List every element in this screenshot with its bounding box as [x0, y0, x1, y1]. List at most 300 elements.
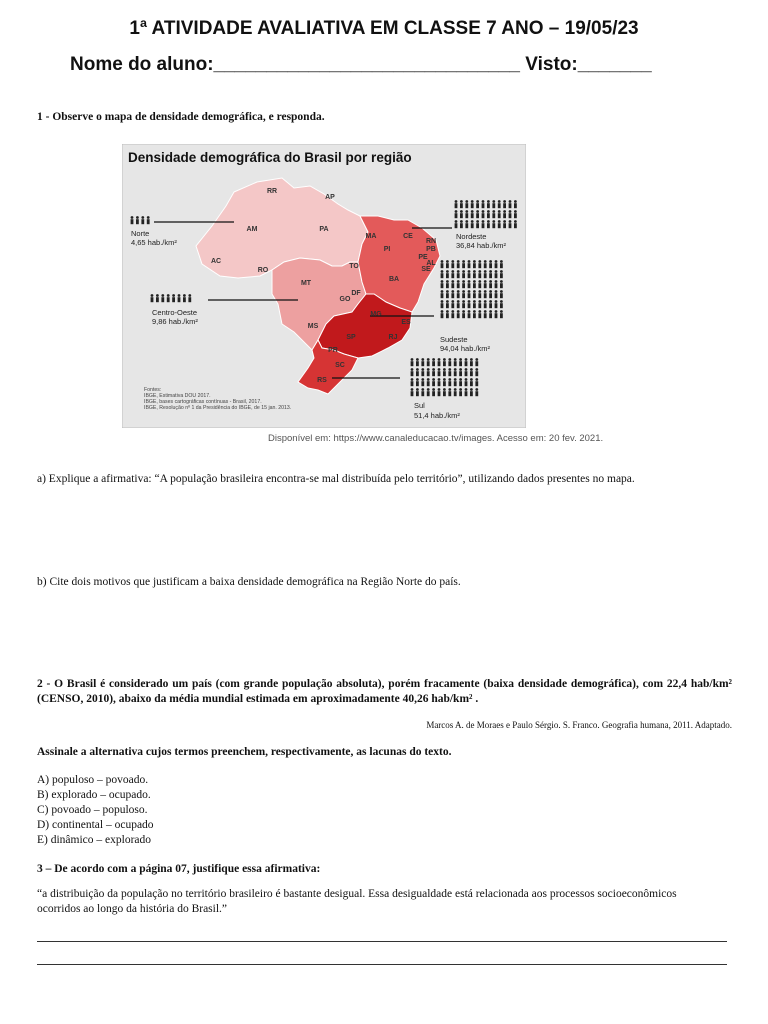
person-icon: [441, 260, 444, 263]
person-icon: [478, 270, 481, 273]
person-body: [478, 313, 481, 318]
person-icon: [476, 200, 479, 203]
person-icon: [470, 368, 473, 371]
alternative-b[interactable]: B) explorado – ocupado.: [37, 789, 151, 801]
person-body: [476, 223, 479, 228]
person-icon: [451, 270, 454, 273]
person-body: [500, 303, 503, 308]
person-icon: [475, 378, 478, 381]
person-icon: [462, 260, 465, 263]
person-body: [455, 213, 458, 218]
person-body: [471, 223, 474, 228]
person-body: [495, 263, 498, 268]
person-icon: [487, 210, 490, 213]
person-body: [451, 313, 454, 318]
person-icon: [476, 210, 479, 213]
person-body: [441, 273, 444, 278]
sudeste-density: 94,04 hab./km²: [440, 344, 491, 353]
person-icon: [457, 310, 460, 313]
person-body: [478, 273, 481, 278]
person-icon: [495, 300, 498, 303]
person-icon: [484, 270, 487, 273]
person-icon: [451, 290, 454, 293]
person-icon: [509, 220, 512, 223]
person-body: [427, 391, 430, 396]
q2-prompt: 2 - O Brasil é considerado um país (com grande população absoluta), porém fracamente (baixa densidade demográfica), com 22,4 hab/km² (CENSO, 2010), abaixo da média mundial estimada em aproximadamente 40,26 hab/km² .: [37, 678, 732, 705]
person-body: [509, 203, 512, 208]
person-body: [446, 313, 449, 318]
person-icon: [514, 210, 517, 213]
person-body: [441, 303, 444, 308]
person-body: [446, 283, 449, 288]
person-icon: [476, 220, 479, 223]
person-icon: [443, 358, 446, 361]
person-body: [487, 203, 490, 208]
person-icon: [468, 260, 471, 263]
person-icon: [478, 260, 481, 263]
q3-prompt: 3 – De acordo com a página 07, justifique essa afirmativa:: [37, 863, 321, 875]
person-body: [473, 273, 476, 278]
person-icon: [465, 388, 468, 391]
person-body: [411, 371, 414, 376]
person-body: [421, 381, 424, 386]
person-body: [421, 361, 424, 366]
q2-source: Marcos A. de Moraes e Paulo Sérgio. S. Franco. Geografia humana, 2011. Adaptado.: [426, 720, 732, 730]
person-body: [470, 361, 473, 366]
person-body: [156, 297, 159, 302]
person-body: [465, 391, 468, 396]
person-body: [484, 303, 487, 308]
alternative-e[interactable]: E) dinâmico – explorado: [37, 834, 152, 846]
person-body: [487, 223, 490, 228]
person-icon: [500, 300, 503, 303]
person-body: [495, 313, 498, 318]
person-body: [503, 213, 506, 218]
person-body: [482, 223, 485, 228]
state-label-am: AM: [246, 226, 258, 233]
person-icon: [487, 200, 490, 203]
state-label-ap: AP: [325, 194, 335, 201]
person-icon: [443, 368, 446, 371]
map-fontes-0: Fontes:: [144, 387, 162, 393]
person-icon: [457, 290, 460, 293]
person-icon: [482, 210, 485, 213]
person-icon: [471, 210, 474, 213]
person-body: [468, 313, 471, 318]
person-body: [509, 223, 512, 228]
state-label-sp: SP: [346, 334, 356, 341]
person-body: [438, 391, 441, 396]
person-icon: [131, 216, 134, 219]
person-icon: [141, 216, 144, 219]
person-icon: [411, 368, 414, 371]
person-body: [454, 371, 457, 376]
person-body: [448, 381, 451, 386]
person-icon: [459, 388, 462, 391]
state-label-go: GO: [339, 296, 351, 303]
person-body: [451, 293, 454, 298]
person-body: [468, 263, 471, 268]
person-icon: [478, 300, 481, 303]
person-body: [468, 303, 471, 308]
state-label-rr: RR: [266, 188, 278, 195]
person-icon: [441, 300, 444, 303]
person-icon: [441, 280, 444, 283]
person-icon: [432, 368, 435, 371]
person-icon: [448, 378, 451, 381]
q2-alternatives: [37, 773, 154, 848]
person-body: [489, 273, 492, 278]
person-icon: [495, 260, 498, 263]
person-icon: [427, 378, 430, 381]
student-name-line[interactable]: Nome do aluno:_____________________________ Visto:_______: [70, 54, 652, 75]
person-icon: [457, 260, 460, 263]
person-body: [416, 381, 419, 386]
state-label-pr: PR: [328, 347, 338, 354]
person-body: [441, 293, 444, 298]
answer-line-1[interactable]: [37, 941, 727, 942]
person-body: [438, 371, 441, 376]
person-body: [473, 283, 476, 288]
person-icon: [478, 310, 481, 313]
person-body: [460, 203, 463, 208]
person-icon: [427, 368, 430, 371]
person-icon: [495, 310, 498, 313]
person-body: [147, 219, 150, 224]
person-body: [443, 381, 446, 386]
person-body: [443, 391, 446, 396]
person-icon: [509, 210, 512, 213]
person-body: [484, 293, 487, 298]
person-icon: [457, 300, 460, 303]
person-body: [514, 203, 517, 208]
person-body: [438, 381, 441, 386]
person-body: [465, 371, 468, 376]
person-body: [454, 391, 457, 396]
person-icon: [482, 220, 485, 223]
map-title: Densidade demográfica do Brasil por região: [128, 150, 412, 165]
norte-density: 4,65 hab./km²: [131, 238, 177, 247]
person-icon: [454, 388, 457, 391]
person-icon: [448, 368, 451, 371]
person-icon: [484, 310, 487, 313]
person-icon: [489, 290, 492, 293]
person-icon: [470, 358, 473, 361]
state-label-ce: CE: [403, 233, 413, 240]
person-body: [446, 303, 449, 308]
person-body: [462, 263, 465, 268]
person-icon: [514, 220, 517, 223]
person-body: [492, 213, 495, 218]
person-body: [457, 293, 460, 298]
map-fontes-3: IBGE, Resolução nº 1 da Presidência do IBGE, de 15 jan. 2013.: [144, 405, 292, 411]
state-label-to: TO: [349, 263, 359, 270]
person-icon: [500, 270, 503, 273]
person-icon: [441, 290, 444, 293]
person-body: [473, 263, 476, 268]
person-body: [500, 293, 503, 298]
person-icon: [462, 300, 465, 303]
person-icon: [448, 388, 451, 391]
person-icon: [460, 220, 463, 223]
state-label-es: ES: [401, 319, 411, 326]
person-body: [448, 371, 451, 376]
state-label-al: AL: [426, 260, 436, 267]
person-body: [492, 203, 495, 208]
person-body: [427, 371, 430, 376]
person-icon: [432, 378, 435, 381]
alternative-a[interactable]: A) populoso – povoado.: [37, 774, 149, 786]
person-body: [167, 297, 170, 302]
person-body: [465, 213, 468, 218]
person-icon: [462, 290, 465, 293]
person-icon: [446, 270, 449, 273]
person-body: [498, 223, 501, 228]
person-body: [448, 391, 451, 396]
person-body: [161, 297, 164, 302]
person-body: [500, 273, 503, 278]
person-icon: [468, 310, 471, 313]
person-body: [489, 303, 492, 308]
person-body: [465, 361, 468, 366]
state-label-rn: RN: [425, 238, 437, 245]
person-body: [457, 303, 460, 308]
person-body: [136, 219, 139, 224]
person-body: [446, 293, 449, 298]
person-icon: [487, 220, 490, 223]
person-icon: [462, 280, 465, 283]
person-body: [500, 263, 503, 268]
person-icon: [427, 358, 430, 361]
person-icon: [468, 280, 471, 283]
person-icon: [471, 200, 474, 203]
person-body: [473, 313, 476, 318]
person-icon: [484, 290, 487, 293]
person-body: [172, 297, 175, 302]
person-body: [457, 263, 460, 268]
q1-prompt: 1 - Observe o mapa de densidade demográfica, e responda.: [37, 111, 325, 123]
person-icon: [457, 280, 460, 283]
person-icon: [489, 280, 492, 283]
norte-label: Norte: [131, 229, 150, 238]
person-body: [416, 371, 419, 376]
person-icon: [451, 280, 454, 283]
person-icon: [443, 388, 446, 391]
person-body: [457, 313, 460, 318]
person-body: [471, 213, 474, 218]
person-icon: [416, 368, 419, 371]
person-body: [478, 293, 481, 298]
person-icon: [495, 280, 498, 283]
person-icon: [172, 294, 175, 297]
person-body: [427, 381, 430, 386]
person-icon: [421, 358, 424, 361]
person-body: [432, 381, 435, 386]
person-icon: [178, 294, 181, 297]
state-label-rs: RS: [317, 377, 327, 384]
person-body: [178, 297, 181, 302]
person-icon: [492, 220, 495, 223]
person-icon: [451, 260, 454, 263]
person-icon: [454, 358, 457, 361]
person-icon: [489, 300, 492, 303]
person-body: [462, 283, 465, 288]
person-body: [459, 391, 462, 396]
person-icon: [167, 294, 170, 297]
person-icon: [503, 200, 506, 203]
person-icon: [183, 294, 186, 297]
sudeste-label: Sudeste: [440, 335, 468, 344]
person-icon: [432, 358, 435, 361]
person-body: [475, 371, 478, 376]
person-icon: [411, 358, 414, 361]
person-icon: [459, 358, 462, 361]
person-body: [459, 361, 462, 366]
q2-instruction: Assinale a alternativa cujos termos preenchem, respectivamente, as lacunas do texto.: [37, 746, 452, 758]
person-body: [495, 303, 498, 308]
person-icon: [475, 388, 478, 391]
person-icon: [151, 294, 154, 297]
person-icon: [478, 280, 481, 283]
person-body: [489, 263, 492, 268]
map-credit: Disponível em: https://www.canaleducacao.tv/images. Acesso em: 20 fev. 2021.: [268, 433, 604, 444]
person-icon: [441, 310, 444, 313]
person-icon: [484, 260, 487, 263]
person-body: [489, 283, 492, 288]
person-body: [454, 361, 457, 366]
person-body: [432, 391, 435, 396]
state-label-mg: MG: [370, 311, 382, 318]
person-icon: [473, 280, 476, 283]
page-title: 1ª ATIVIDADE AVALIATIVA EM CLASSE 7 ANO – 19/05/23: [129, 18, 639, 39]
person-icon: [498, 220, 501, 223]
person-body: [416, 391, 419, 396]
person-body: [183, 297, 186, 302]
q1a-prompt: a) Explique a afirmativa: “A população brasileira encontra-se mal distribuída pelo território”, utilizando dados presentes no mapa.: [37, 473, 635, 485]
person-body: [503, 203, 506, 208]
person-body: [462, 293, 465, 298]
person-icon: [482, 200, 485, 203]
person-body: [421, 391, 424, 396]
person-icon: [421, 378, 424, 381]
person-icon: [462, 270, 465, 273]
q3-quote: “a distribuição da população no território brasileiro é bastante desigual. Essa desigualdade está relacionada aos processos socioeconômicos ocorridos ao longo da história do Brasil.”: [37, 888, 677, 915]
person-icon: [498, 210, 501, 213]
person-body: [503, 223, 506, 228]
person-body: [188, 297, 191, 302]
state-label-mt: MT: [300, 280, 312, 287]
person-icon: [446, 310, 449, 313]
person-icon: [500, 280, 503, 283]
person-icon: [500, 310, 503, 313]
person-body: [451, 273, 454, 278]
person-body: [457, 273, 460, 278]
person-body: [446, 263, 449, 268]
person-icon: [489, 260, 492, 263]
person-body: [448, 361, 451, 366]
person-body: [462, 313, 465, 318]
person-body: [471, 203, 474, 208]
person-body: [441, 283, 444, 288]
person-icon: [454, 378, 457, 381]
person-body: [459, 371, 462, 376]
person-body: [462, 303, 465, 308]
person-icon: [427, 388, 430, 391]
person-icon: [438, 358, 441, 361]
person-body: [457, 283, 460, 288]
person-body: [468, 283, 471, 288]
person-icon: [500, 260, 503, 263]
person-icon: [421, 368, 424, 371]
person-body: [151, 297, 154, 302]
person-icon: [473, 300, 476, 303]
person-body: [470, 391, 473, 396]
person-body: [465, 203, 468, 208]
person-icon: [498, 200, 501, 203]
person-body: [443, 361, 446, 366]
alternative-d[interactable]: D) continental – ocupado: [37, 819, 154, 831]
person-icon: [460, 210, 463, 213]
person-body: [443, 371, 446, 376]
person-icon: [443, 378, 446, 381]
person-body: [478, 263, 481, 268]
person-body: [495, 293, 498, 298]
person-icon: [147, 216, 150, 219]
person-body: [470, 381, 473, 386]
person-body: [468, 273, 471, 278]
person-icon: [465, 358, 468, 361]
person-icon: [503, 220, 506, 223]
person-body: [484, 313, 487, 318]
person-icon: [473, 290, 476, 293]
centro-oeste-label: Centro-Oeste: [152, 308, 198, 317]
state-label-ac: AC: [210, 258, 222, 265]
person-icon: [470, 388, 473, 391]
person-icon: [473, 260, 476, 263]
person-body: [460, 213, 463, 218]
person-icon: [471, 220, 474, 223]
person-icon: [441, 270, 444, 273]
person-icon: [438, 378, 441, 381]
person-icon: [454, 368, 457, 371]
person-icon: [465, 368, 468, 371]
person-body: [416, 361, 419, 366]
person-icon: [411, 378, 414, 381]
person-icon: [451, 310, 454, 313]
state-label-sc: SC: [335, 362, 345, 369]
person-icon: [470, 378, 473, 381]
person-body: [427, 361, 430, 366]
person-icon: [156, 294, 159, 297]
person-icon: [495, 290, 498, 293]
person-body: [492, 223, 495, 228]
q1b-prompt: b) Cite dois motivos que justificam a baixa densidade demográfica na Região Norte do país.: [37, 576, 461, 588]
person-body: [460, 223, 463, 228]
person-body: [476, 203, 479, 208]
person-body: [495, 273, 498, 278]
state-label-rj: RJ: [388, 334, 398, 341]
person-icon: [446, 280, 449, 283]
person-icon: [465, 220, 468, 223]
answer-line-2[interactable]: [37, 964, 727, 965]
person-body: [451, 263, 454, 268]
person-icon: [161, 294, 164, 297]
alternative-c[interactable]: C) povoado – populoso.: [37, 804, 148, 816]
person-icon: [465, 378, 468, 381]
person-body: [411, 361, 414, 366]
person-icon: [416, 388, 419, 391]
person-body: [465, 381, 468, 386]
